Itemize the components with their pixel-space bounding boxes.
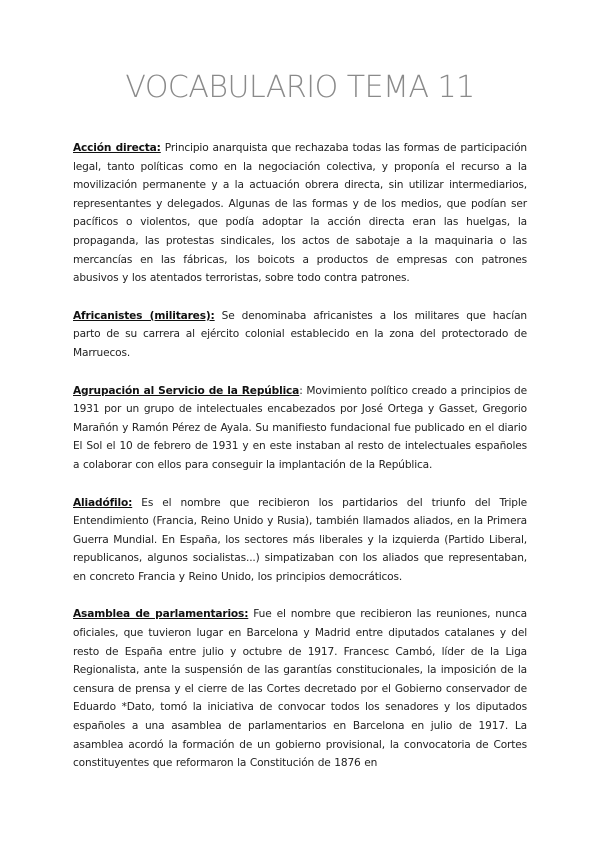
vocabulary-list bbox=[73, 139, 527, 792]
vocabulary-definition: : Movimiento político creado a principios de 1931 por un grupo de intelectuales encabezados por José Ortega y Gasset, Gregorio Marañón y Ramón Pérez de Ayala. Su manifiesto fundacional fue publicado en el diario El Sol el 10 de febrero de 1931 y en este instaban al resto de intelectuales españoles a colaborar con ellos para conseguir la implantación de la República. bbox=[73, 384, 527, 471]
vocabulary-term: Agrupación al Servicio de la República bbox=[73, 384, 300, 397]
vocabulary-definition: Fue el nombre que recibieron las reuniones, nunca oficiales, que tuvieron lugar en Barcelona y Madrid entre diputados catalanes y del resto de España entre julio y octubre de 1917. Francesc Cambó, líder de la Liga Regionalista, ante la suspensión de las garantías constitucionales, la imposición de la censura de prensa y el cierre de las Cortes decretado por el Gobierno conservador de Eduardo *Dato, tomó la iniciativa de convocar todos los senadores y los diputados españoles a una asamblea de parlamentarios en Barcelona en julio de 1917. La asamblea acordó la formación de un gobierno provisional, la convocatoria de Cortes constituyentes que reformaron la Constitución de 1876 en bbox=[73, 608, 527, 770]
vocabulary-entry-aliadofilo bbox=[73, 494, 527, 587]
vocabulary-entry-africanistes bbox=[73, 307, 527, 363]
vocabulary-entry-accion-directa bbox=[73, 139, 527, 288]
vocabulary-term: Asamblea de parlamentarios: bbox=[73, 608, 249, 621]
vocabulary-term: Africanistes (militares): bbox=[73, 309, 215, 322]
vocabulary-definition: Es el nombre que recibieron los partidarios del triunfo del Triple Entendimiento (Francia, Reino Unido y Rusia), también llamados aliados, en la Primera Guerra Mundial. En España, los sectores más liberales y la izquierda (Partido Liberal, republicanos, algunos socialistas...) simpatizaban con los aliados que representaban, en concreto Francia y Reino Unido, los principios democráticos. bbox=[73, 496, 527, 583]
vocabulary-entry-agrupacion bbox=[73, 382, 527, 475]
vocabulary-term: Acción directa: bbox=[73, 142, 161, 154]
vocabulary-entry-asamblea bbox=[73, 605, 527, 772]
vocabulary-term: Aliadófilo: bbox=[73, 496, 133, 509]
vocabulary-definition: Principio anarquista que rechazaba todas las formas de participación legal, tanto políticas como en la negociación colectiva, y proponía el recurso a la movilización permanente y a la actuación obrera directa, sin utilizar intermediarios, representantes y delegados. Algunas de las formas y de los medios, que podían ser pacíficos o violentos, que podía adoptar la acción directa eran las huelgas, la propaganda, las protestas sindicales, los actos de sabotaje a la maquinaria o las mercancías en las fábricas, los boicots a productos de empresas con patrones abusivos y los atentados terroristas, sobre todo contra patrones. bbox=[73, 142, 527, 285]
vocabulary-definition: Se denominaba africanistes a los militares que hacían parto de su carrera al ejército colonial establecido en la zona del protectorado de Marruecos. bbox=[73, 309, 527, 359]
page-title: VOCABULARIO TEMA 11 bbox=[125, 70, 475, 105]
